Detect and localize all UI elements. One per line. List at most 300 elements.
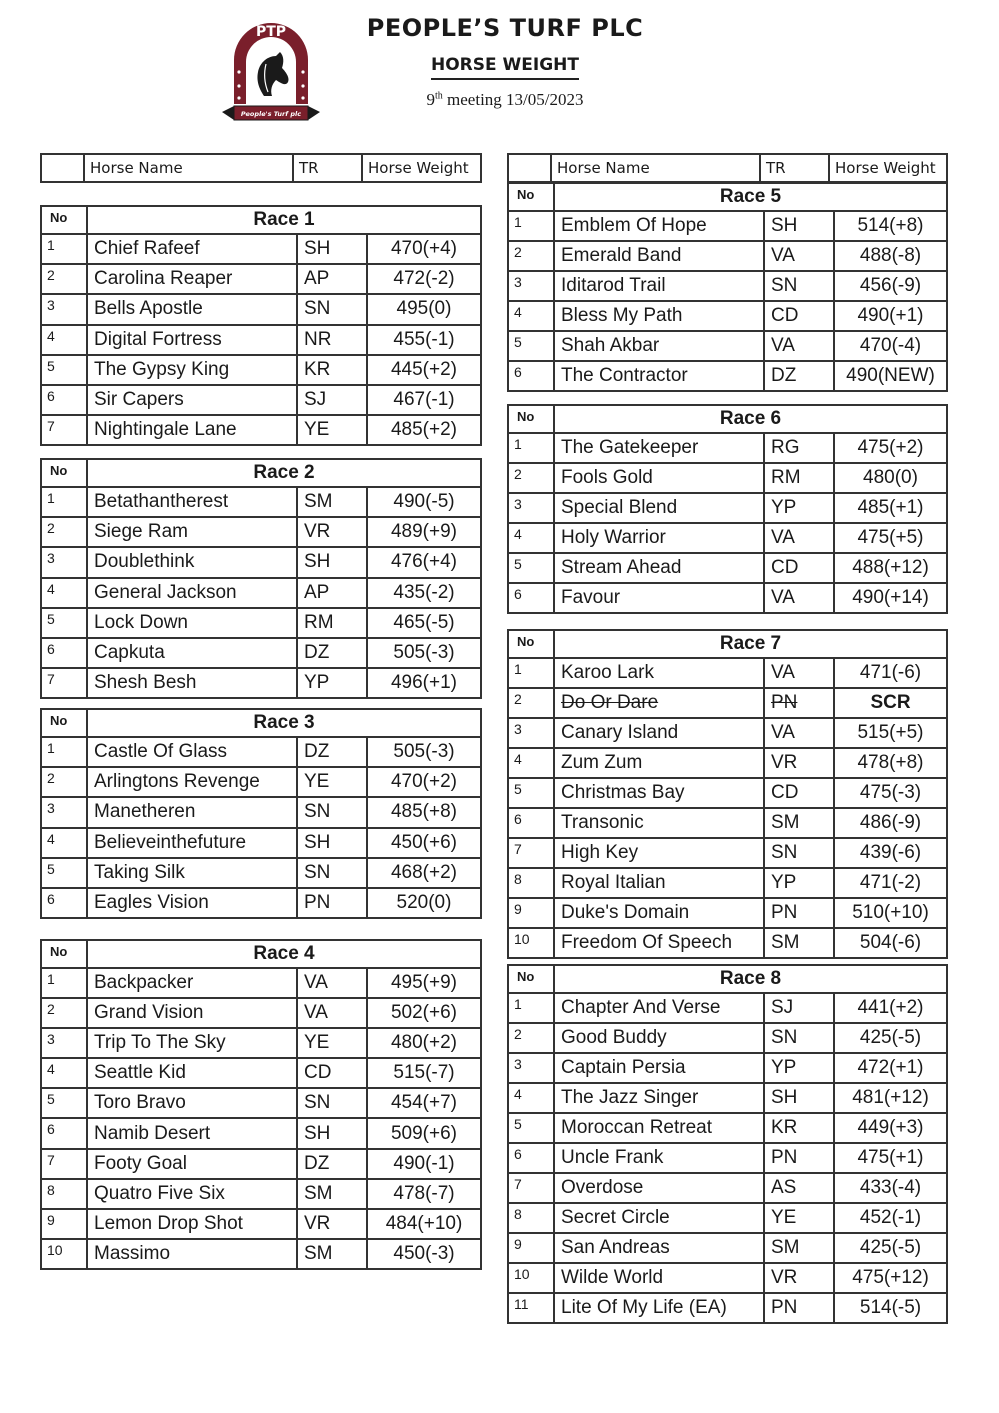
table-row — [41, 1209, 481, 1239]
horse-number: 1 — [508, 211, 554, 241]
trainer-code: SJ — [297, 385, 367, 415]
horse-name: Secret Circle — [554, 1203, 764, 1233]
trainer-code: CD — [764, 301, 834, 331]
table-row — [508, 331, 947, 361]
horse-number: 5 — [508, 553, 554, 583]
horse-name: Shah Akbar — [554, 331, 764, 361]
table-row — [41, 578, 481, 608]
horse-number: 6 — [41, 638, 87, 668]
horse-number: 5 — [41, 355, 87, 385]
horse-number: 4 — [41, 325, 87, 355]
horse-name: Special Blend — [554, 493, 764, 523]
col-no-blank — [41, 154, 84, 182]
horse-weight: 472(-2) — [367, 264, 481, 294]
horse-name: The Gypsy King — [87, 355, 297, 385]
trainer-code: VA — [764, 718, 834, 748]
horse-weight: 435(-2) — [367, 578, 481, 608]
trainer-code: SH — [297, 234, 367, 264]
horse-weight: 490(+1) — [834, 301, 947, 331]
horse-name: Favour — [554, 583, 764, 613]
table-row — [41, 1179, 481, 1209]
no-header: No — [41, 940, 87, 968]
horse-name: Lock Down — [87, 608, 297, 638]
horse-weight: 510(+10) — [834, 898, 947, 928]
table-row — [508, 1173, 947, 1203]
trainer-code: SN — [764, 838, 834, 868]
logo-initials: PTP — [255, 24, 287, 40]
table-row — [508, 808, 947, 838]
horse-name: Iditarod Trail — [554, 271, 764, 301]
horse-name: Good Buddy — [554, 1023, 764, 1053]
table-row — [508, 271, 947, 301]
logo-banner-text: People's Turf plc — [240, 110, 302, 118]
horse-name: Betathantherest — [87, 487, 297, 517]
horse-weight: 509(+6) — [367, 1118, 481, 1148]
trainer-code: YP — [764, 868, 834, 898]
horse-name: Eagles Vision — [87, 888, 297, 918]
horse-name: Transonic — [554, 808, 764, 838]
trainer-code: RM — [297, 608, 367, 638]
race-table-4 — [40, 939, 482, 1270]
horse-name: Siege Ram — [87, 517, 297, 547]
trainer-code: SN — [297, 858, 367, 888]
no-header: No — [41, 206, 87, 234]
horse-weight: 488(-8) — [834, 241, 947, 271]
table-row — [508, 1263, 947, 1293]
race-title: Race 7 — [554, 630, 947, 658]
table-row — [508, 778, 947, 808]
trainer-code: AP — [297, 578, 367, 608]
horse-number: 10 — [41, 1239, 87, 1269]
horse-weight: 489(+9) — [367, 517, 481, 547]
race-table-2 — [40, 458, 482, 699]
trainer-code: PN — [764, 1293, 834, 1323]
horse-name: Captain Persia — [554, 1053, 764, 1083]
table-row — [508, 748, 947, 778]
horse-number: 5 — [508, 331, 554, 361]
table-row — [41, 385, 481, 415]
table-row — [508, 1293, 947, 1323]
table-row — [508, 1113, 947, 1143]
horse-name: Castle Of Glass — [87, 737, 297, 767]
horse-name: Freedom Of Speech — [554, 928, 764, 958]
trainer-code: VA — [764, 583, 834, 613]
horse-number: 5 — [41, 858, 87, 888]
table-row — [508, 433, 947, 463]
horse-weight: 515(+5) — [834, 718, 947, 748]
table-row — [508, 583, 947, 613]
horse-number: 1 — [508, 993, 554, 1023]
horse-weight: 480(+2) — [367, 1028, 481, 1058]
logo-est: EST. 2022 — [259, 42, 283, 47]
table-row — [41, 487, 481, 517]
horse-number: 4 — [508, 748, 554, 778]
horse-name: Taking Silk — [87, 858, 297, 888]
horse-name: Bless My Path — [554, 301, 764, 331]
table-row — [508, 241, 947, 271]
horse-weight: 467(-1) — [367, 385, 481, 415]
table-row — [508, 838, 947, 868]
column-header-right — [507, 153, 948, 183]
trainer-code: AS — [764, 1173, 834, 1203]
trainer-code: SH — [764, 1083, 834, 1113]
horse-weight: 455(-1) — [367, 325, 481, 355]
horse-name: Stream Ahead — [554, 553, 764, 583]
race-table-3 — [40, 708, 482, 919]
horse-weight: 490(+14) — [834, 583, 947, 613]
table-row — [508, 463, 947, 493]
table-row — [508, 928, 947, 958]
horse-name: Fools Gold — [554, 463, 764, 493]
trainer-code: YE — [297, 1028, 367, 1058]
horse-weight: 470(+2) — [367, 767, 481, 797]
table-row — [41, 1058, 481, 1088]
horse-name: Namib Desert — [87, 1118, 297, 1148]
horse-name: Footy Goal — [87, 1149, 297, 1179]
col-horse-weight: Horse Weight — [362, 154, 481, 182]
table-row — [41, 325, 481, 355]
table-row — [508, 658, 947, 688]
race-table-6 — [507, 404, 948, 614]
trainer-code: PN — [764, 688, 834, 718]
horse-weight: 485(+2) — [367, 415, 481, 445]
horse-name: San Andreas — [554, 1233, 764, 1263]
race-table-8 — [507, 964, 948, 1324]
trainer-code: VR — [764, 748, 834, 778]
horse-name: High Key — [554, 838, 764, 868]
no-header: No — [508, 183, 554, 211]
meeting-info: 9th meeting 13/05/2023 — [426, 90, 584, 109]
horse-weight: 484(+10) — [367, 1209, 481, 1239]
table-row — [41, 1118, 481, 1148]
horse-number: 5 — [508, 1113, 554, 1143]
trainer-code: SJ — [764, 993, 834, 1023]
trainer-code: VA — [297, 968, 367, 998]
table-row — [508, 718, 947, 748]
trainer-code: YP — [297, 668, 367, 698]
trainer-code: VR — [297, 1209, 367, 1239]
trainer-code: VA — [764, 658, 834, 688]
table-row — [508, 523, 947, 553]
trainer-code: SM — [297, 1239, 367, 1269]
trainer-code: DZ — [297, 1149, 367, 1179]
trainer-code: CD — [297, 1058, 367, 1088]
horse-number: 6 — [508, 583, 554, 613]
horse-number: 3 — [508, 493, 554, 523]
col-tr: TR — [293, 154, 362, 182]
trainer-code: YE — [764, 1203, 834, 1233]
table-row — [41, 968, 481, 998]
horse-number: 4 — [41, 1058, 87, 1088]
table-row — [41, 234, 481, 264]
horse-number: 2 — [508, 463, 554, 493]
trainer-code: PN — [297, 888, 367, 918]
horse-weight: 504(-6) — [834, 928, 947, 958]
horse-weight: 470(-4) — [834, 331, 947, 361]
horse-name: Do Or Dare — [554, 688, 764, 718]
horse-number: 1 — [41, 968, 87, 998]
trainer-code: AP — [297, 264, 367, 294]
trainer-code: SN — [764, 271, 834, 301]
horse-name: Bells Apostle — [87, 294, 297, 324]
trainer-code: SH — [297, 547, 367, 577]
race-header-row — [41, 709, 481, 737]
horse-name: Emblem Of Hope — [554, 211, 764, 241]
table-row — [508, 301, 947, 331]
horse-weight: 485(+8) — [367, 797, 481, 827]
trainer-code: SN — [297, 294, 367, 324]
horse-number: 8 — [41, 1179, 87, 1209]
table-row — [508, 688, 947, 718]
trainer-code: KR — [764, 1113, 834, 1143]
horse-number: 6 — [41, 888, 87, 918]
horse-name: Lemon Drop Shot — [87, 1209, 297, 1239]
no-header: No — [508, 405, 554, 433]
horse-weight: 452(-1) — [834, 1203, 947, 1233]
horse-number: 4 — [508, 301, 554, 331]
table-row — [41, 1239, 481, 1269]
horse-weight: 475(+5) — [834, 523, 947, 553]
horse-number: 6 — [508, 808, 554, 838]
horse-name: Nightingale Lane — [87, 415, 297, 445]
horse-weight: 470(+4) — [367, 234, 481, 264]
horse-number: 5 — [41, 1088, 87, 1118]
table-row — [41, 264, 481, 294]
col-horse-name: Horse Name — [551, 154, 760, 182]
race-title: Race 3 — [87, 709, 481, 737]
horse-weight: 490(-1) — [367, 1149, 481, 1179]
horse-number: 3 — [41, 1028, 87, 1058]
trainer-code: DZ — [764, 361, 834, 391]
horse-number: 7 — [508, 838, 554, 868]
horse-number: 2 — [41, 517, 87, 547]
trainer-code: DZ — [297, 638, 367, 668]
horse-weight: 471(-6) — [834, 658, 947, 688]
race-header-row — [41, 940, 481, 968]
horse-name: Grand Vision — [87, 998, 297, 1028]
trainer-code: SM — [764, 928, 834, 958]
table-row — [508, 1083, 947, 1113]
trainer-code: RG — [764, 433, 834, 463]
race-title: Race 5 — [554, 183, 947, 211]
table-row — [508, 898, 947, 928]
horse-name: Canary Island — [554, 718, 764, 748]
horse-number: 5 — [41, 608, 87, 638]
trainer-code: YE — [297, 415, 367, 445]
trainer-code: CD — [764, 778, 834, 808]
horse-weight: SCR — [834, 688, 947, 718]
table-row — [41, 608, 481, 638]
horse-weight: 496(+1) — [367, 668, 481, 698]
horse-number: 11 — [508, 1293, 554, 1323]
horse-name: Doublethink — [87, 547, 297, 577]
horse-number: 7 — [41, 415, 87, 445]
horse-weight: 475(+12) — [834, 1263, 947, 1293]
horse-name: The Contractor — [554, 361, 764, 391]
trainer-code: YP — [764, 1053, 834, 1083]
table-row — [41, 998, 481, 1028]
horse-name: Chapter And Verse — [554, 993, 764, 1023]
horse-number: 8 — [508, 1203, 554, 1233]
horse-weight: 488(+12) — [834, 553, 947, 583]
horse-name: Digital Fortress — [87, 325, 297, 355]
horse-number: 4 — [41, 828, 87, 858]
horse-number: 3 — [41, 547, 87, 577]
trainer-code: RM — [764, 463, 834, 493]
table-row — [508, 1053, 947, 1083]
horse-name: Believeinthefuture — [87, 828, 297, 858]
horse-weight: 425(-5) — [834, 1023, 947, 1053]
table-row — [41, 858, 481, 888]
trainer-code: SH — [297, 828, 367, 858]
col-horse-name: Horse Name — [84, 154, 293, 182]
trainer-code: PN — [764, 898, 834, 928]
horse-weight: 468(+2) — [367, 858, 481, 888]
table-row — [508, 1233, 947, 1263]
horse-weight: 478(+8) — [834, 748, 947, 778]
table-row — [41, 1149, 481, 1179]
horse-name: Massimo — [87, 1239, 297, 1269]
table-row — [41, 797, 481, 827]
table-row — [508, 1203, 947, 1233]
trainer-code: DZ — [297, 737, 367, 767]
race-title: Race 1 — [87, 206, 481, 234]
race-header-row — [508, 965, 947, 993]
table-row — [41, 415, 481, 445]
horse-name: Emerald Band — [554, 241, 764, 271]
trainer-code: VA — [297, 998, 367, 1028]
horse-weight: 439(-6) — [834, 838, 947, 868]
horse-number: 3 — [508, 718, 554, 748]
horse-number: 1 — [508, 433, 554, 463]
horse-number: 6 — [508, 361, 554, 391]
race-header-row — [508, 630, 947, 658]
trainer-code: VA — [764, 241, 834, 271]
horse-number: 4 — [508, 523, 554, 553]
horse-weight: 490(NEW) — [834, 361, 947, 391]
horse-weight: 450(-3) — [367, 1239, 481, 1269]
trainer-code: SN — [297, 1088, 367, 1118]
horse-number: 10 — [508, 928, 554, 958]
horse-weight: 514(+8) — [834, 211, 947, 241]
horse-number: 9 — [508, 898, 554, 928]
trainer-code: PN — [764, 1143, 834, 1173]
horse-weight: 520(0) — [367, 888, 481, 918]
document-title: HORSE WEIGHT — [380, 55, 630, 75]
trainer-code: VA — [764, 331, 834, 361]
horse-weight: 514(-5) — [834, 1293, 947, 1323]
trainer-code: VA — [764, 523, 834, 553]
table-row — [508, 1143, 947, 1173]
table-row — [41, 547, 481, 577]
horse-name: General Jackson — [87, 578, 297, 608]
horse-name: Sir Capers — [87, 385, 297, 415]
column-header-left — [40, 153, 482, 183]
table-row — [41, 517, 481, 547]
trainer-code: SH — [764, 211, 834, 241]
horse-number: 2 — [41, 767, 87, 797]
horse-name: Capkuta — [87, 638, 297, 668]
horse-name: Duke's Domain — [554, 898, 764, 928]
trainer-code: SH — [297, 1118, 367, 1148]
no-header: No — [41, 459, 87, 487]
horse-number: 4 — [508, 1083, 554, 1113]
table-row — [41, 294, 481, 324]
horse-name: Manetheren — [87, 797, 297, 827]
horse-name: Backpacker — [87, 968, 297, 998]
horse-number: 1 — [41, 737, 87, 767]
horse-name: The Gatekeeper — [554, 433, 764, 463]
trainer-code: SM — [297, 1179, 367, 1209]
race-header-row — [508, 183, 947, 211]
horse-name: Moroccan Retreat — [554, 1113, 764, 1143]
horse-weight: 485(+1) — [834, 493, 947, 523]
horse-weight: 515(-7) — [367, 1058, 481, 1088]
table-row — [508, 993, 947, 1023]
trainer-code: CD — [764, 553, 834, 583]
horse-weight: 471(-2) — [834, 868, 947, 898]
trainer-code: NR — [297, 325, 367, 355]
horse-name: Karoo Lark — [554, 658, 764, 688]
horse-number: 9 — [41, 1209, 87, 1239]
company-title: PEOPLE’S TURF PLC — [366, 14, 644, 42]
trainer-code: VR — [297, 517, 367, 547]
horse-weight: 481(+12) — [834, 1083, 947, 1113]
horse-name: Royal Italian — [554, 868, 764, 898]
race-table-7 — [507, 629, 948, 959]
horse-number: 7 — [41, 1149, 87, 1179]
horse-weight: 478(-7) — [367, 1179, 481, 1209]
horse-name: Carolina Reaper — [87, 264, 297, 294]
horse-weight: 486(-9) — [834, 808, 947, 838]
race-title: Race 4 — [87, 940, 481, 968]
horse-weight: 495(0) — [367, 294, 481, 324]
horse-number: 2 — [41, 264, 87, 294]
trainer-code: SN — [297, 797, 367, 827]
race-table-1 — [40, 205, 482, 446]
race-header-row — [41, 459, 481, 487]
horse-name: Arlingtons Revenge — [87, 767, 297, 797]
race-title: Race 2 — [87, 459, 481, 487]
race-header-row — [41, 206, 481, 234]
table-row — [41, 668, 481, 698]
horse-name: Trip To The Sky — [87, 1028, 297, 1058]
horse-name: Zum Zum — [554, 748, 764, 778]
horse-number: 7 — [508, 1173, 554, 1203]
horse-number: 6 — [508, 1143, 554, 1173]
trainer-code: YP — [764, 493, 834, 523]
table-row — [41, 828, 481, 858]
horse-number: 6 — [41, 1118, 87, 1148]
horse-number: 9 — [508, 1233, 554, 1263]
table-row — [508, 553, 947, 583]
horse-weight: 475(-3) — [834, 778, 947, 808]
horse-weight: 472(+1) — [834, 1053, 947, 1083]
horse-number: 5 — [508, 778, 554, 808]
horse-weight: 475(+2) — [834, 433, 947, 463]
col-horse-weight: Horse Weight — [829, 154, 947, 182]
horse-name: The Jazz Singer — [554, 1083, 764, 1113]
trainer-code: SM — [297, 487, 367, 517]
table-row — [41, 888, 481, 918]
horse-weight: 476(+4) — [367, 547, 481, 577]
no-header: No — [508, 965, 554, 993]
race-title: Race 8 — [554, 965, 947, 993]
horse-weight: 449(+3) — [834, 1113, 947, 1143]
horse-weight: 495(+9) — [367, 968, 481, 998]
col-no-blank — [508, 154, 551, 182]
trainer-code: SM — [764, 808, 834, 838]
